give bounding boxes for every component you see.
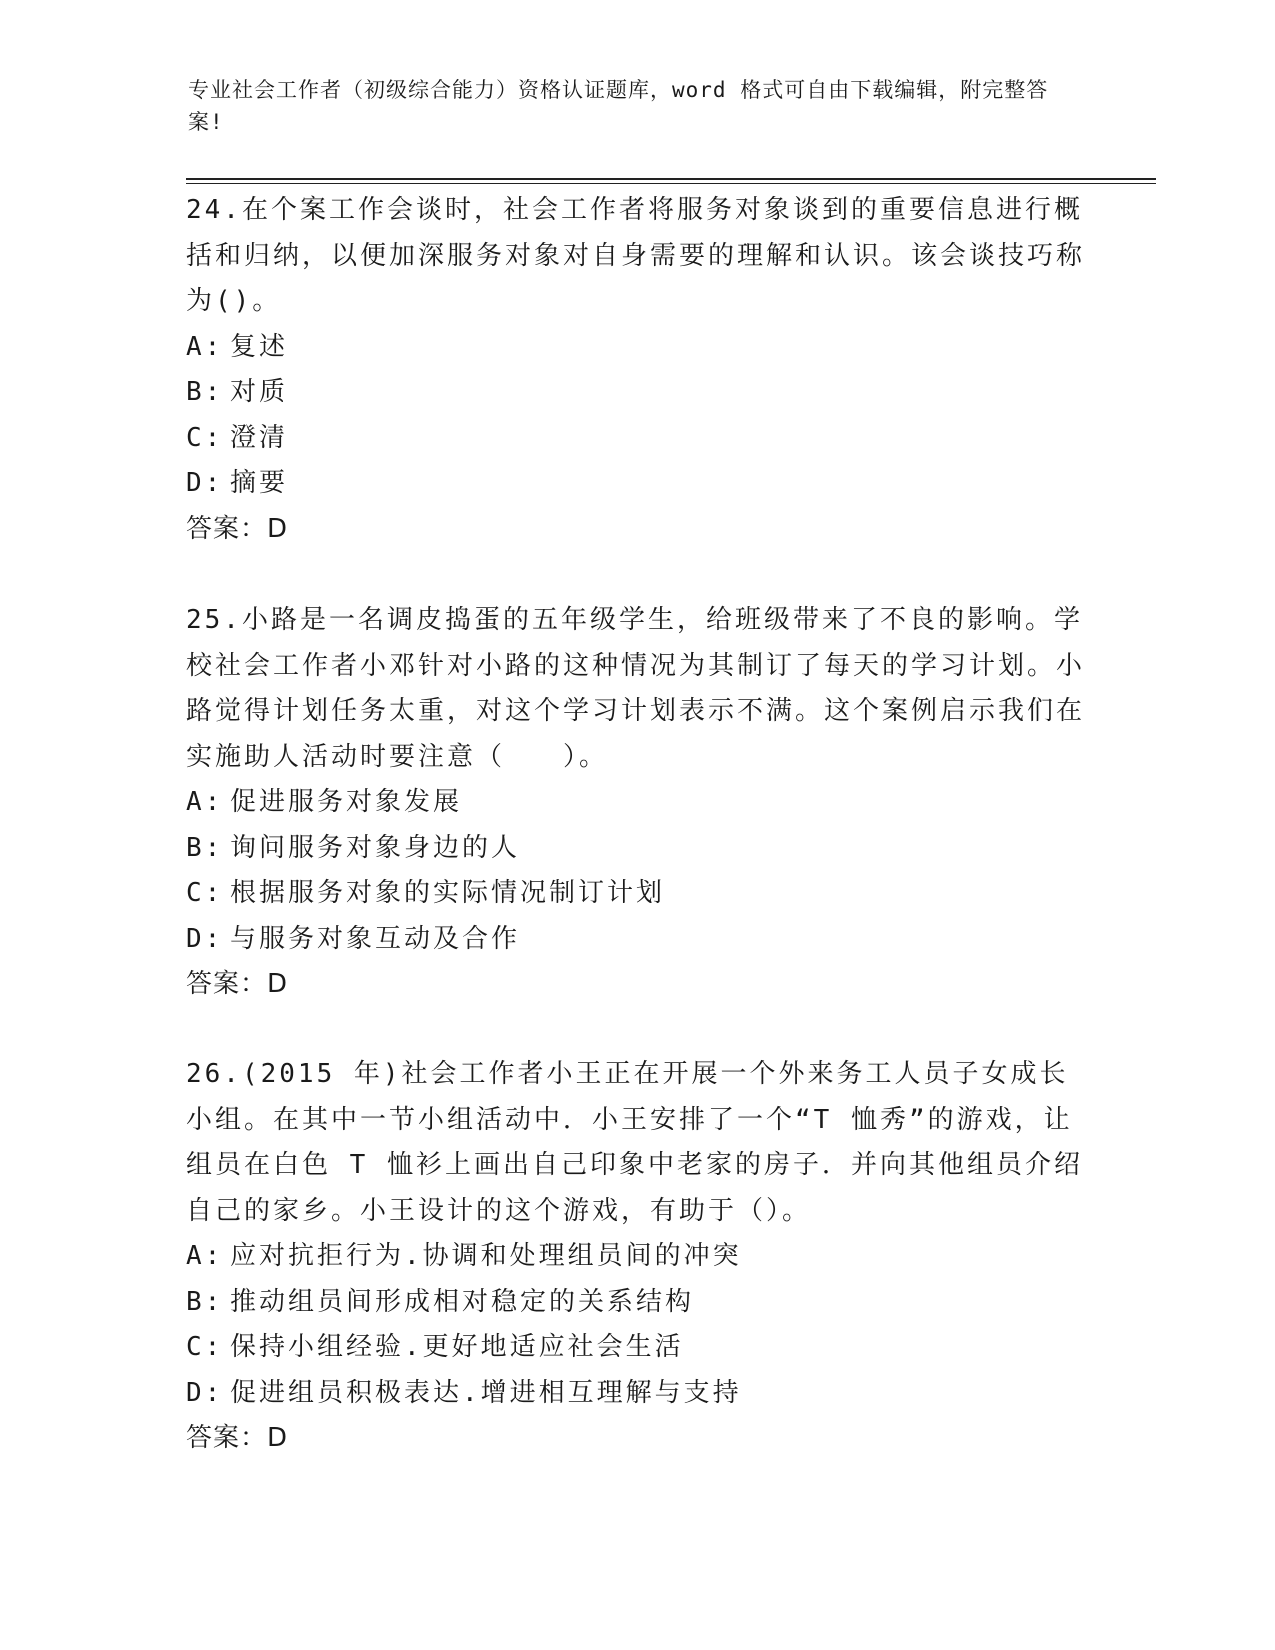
option-text: 澄清 bbox=[230, 422, 289, 453]
option-text: 摘要 bbox=[230, 468, 289, 498]
option-key: A: bbox=[186, 331, 224, 362]
question-24 bbox=[186, 188, 1086, 552]
option-b bbox=[186, 826, 1086, 872]
option-key: C: bbox=[186, 1332, 224, 1362]
option-key: A: bbox=[186, 1241, 224, 1271]
option-key: D: bbox=[186, 468, 224, 498]
option-key: D: bbox=[186, 923, 224, 954]
header-text: 专业社会工作者（初级综合能力）资格认证题库，word 格式可自由下载编辑，附完整答案! bbox=[188, 78, 1049, 134]
option-key: A: bbox=[186, 787, 224, 817]
option-key: B: bbox=[186, 832, 224, 863]
option-text: 根据服务对象的实际情况制订计划 bbox=[230, 878, 666, 908]
option-key: C: bbox=[186, 878, 224, 908]
option-text: 对质 bbox=[230, 377, 289, 407]
option-b bbox=[186, 1280, 1086, 1326]
option-c bbox=[186, 1325, 1086, 1371]
option-key: D: bbox=[186, 1377, 224, 1408]
header-divider-thin bbox=[186, 183, 1156, 184]
option-text: 促进组员积极表达.增进相互理解与支持 bbox=[230, 1377, 742, 1408]
option-key: C: bbox=[186, 422, 224, 453]
option-text: 应对抗拒行为.协调和处理组员间的冲突 bbox=[230, 1241, 742, 1271]
option-b bbox=[186, 370, 1086, 416]
option-text: 与服务对象互动及合作 bbox=[230, 923, 521, 954]
option-text: 推动组员间形成相对稳定的关系结构 bbox=[230, 1286, 695, 1317]
option-text: 保持小组经验.更好地适应社会生活 bbox=[230, 1332, 684, 1362]
question-25 bbox=[186, 598, 1086, 1008]
header-divider bbox=[186, 178, 1156, 180]
option-text: 复述 bbox=[230, 331, 289, 362]
question-stem: 24.在个案工作会谈时，社会工作者将服务对象谈到的重要信息进行概括和归纳，以便加深服务对象对自身需要的理解和认识。该会谈技巧称为()。 bbox=[186, 195, 1086, 316]
option-c bbox=[186, 871, 1086, 917]
option-d bbox=[186, 1371, 1086, 1417]
option-text: 促进服务对象发展 bbox=[230, 787, 463, 817]
option-key: B: bbox=[186, 377, 224, 407]
option-c bbox=[186, 416, 1086, 462]
answer: 答案：D bbox=[186, 513, 289, 544]
question-stem: 25.小路是一名调皮捣蛋的五年级学生，给班级带来了不良的影响。学校社会工作者小邓针对小路的这种情况为其制订了每天的学习计划。小路觉得计划任务太重，对这个学习计划表示不满。这个案例启示我们在实施助人活动时要注意（ ）。 bbox=[186, 605, 1086, 772]
option-d bbox=[186, 461, 1086, 507]
question-stem: 26.(2015 年)社会工作者小王正在开展一个外来务工人员子女成长小组。在其中一节小组活动中．小王安排了一个“T 恤秀”的游戏，让组员在白色 T 恤衫上画出自己印象中老家的房子．并向其他组员介绍自己的家乡。小王设计的这个游戏，有助于（）。 bbox=[186, 1059, 1083, 1226]
option-text: 询问服务对象身边的人 bbox=[230, 832, 521, 863]
answer: 答案：D bbox=[186, 1423, 289, 1453]
option-a bbox=[186, 325, 1086, 371]
document-header bbox=[188, 74, 1068, 138]
option-a bbox=[186, 780, 1086, 826]
answer: 答案：D bbox=[186, 969, 289, 999]
option-d bbox=[186, 917, 1086, 963]
question-26 bbox=[186, 1052, 1086, 1462]
option-a bbox=[186, 1234, 1086, 1280]
option-key: B: bbox=[186, 1286, 224, 1317]
